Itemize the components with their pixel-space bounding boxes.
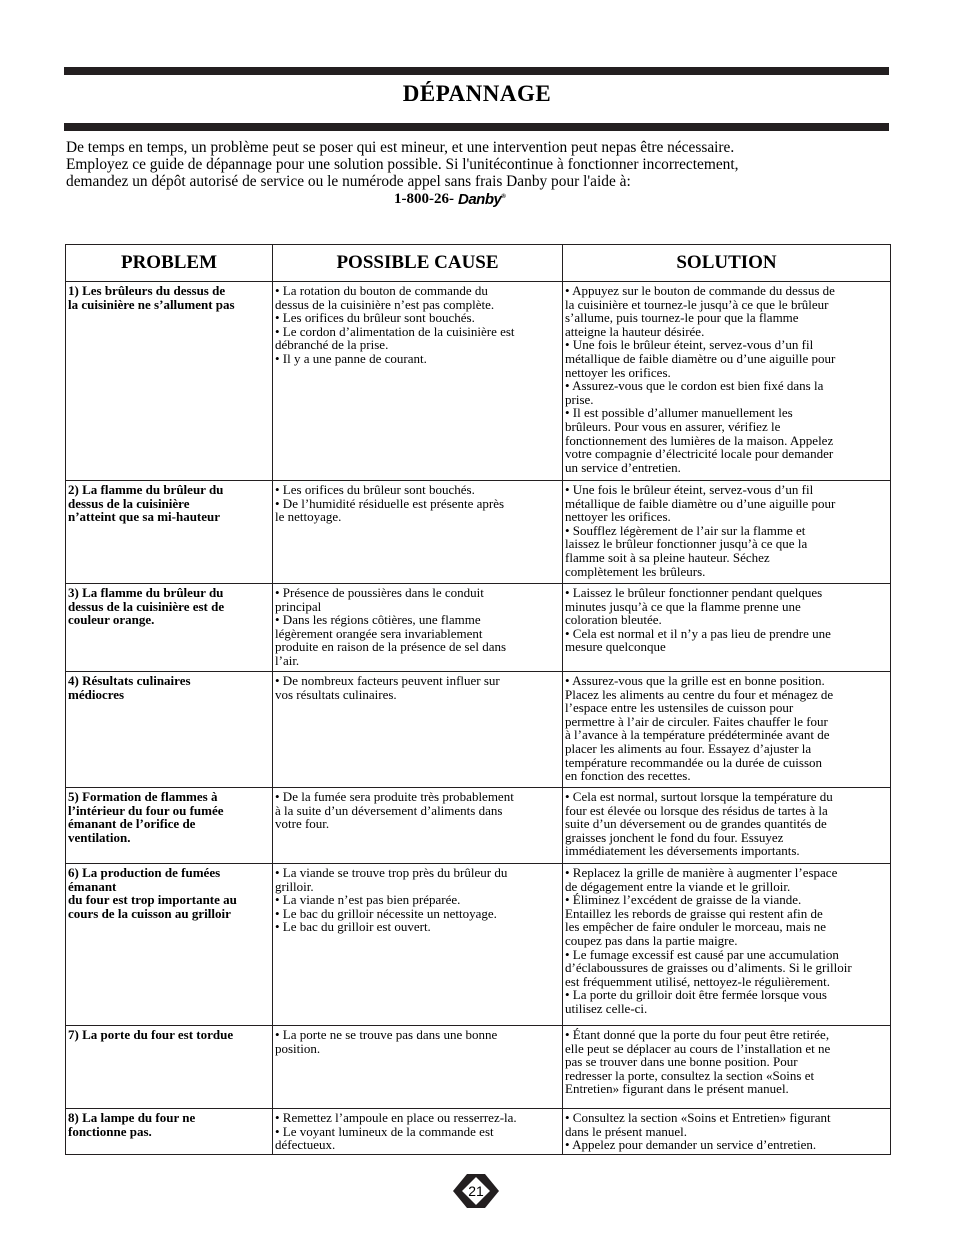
solution-cell-line: placer les aliments au four. Essayez d’ajuster la bbox=[565, 740, 812, 756]
solution-cell-line: s’allume, puis tournez-le pour que la flamme bbox=[565, 310, 799, 326]
solution-cell-line: votre compagnie d’électricité locale pour demander bbox=[565, 446, 834, 462]
solution-cell-line: elle peut se déplacer au cours de l’installation et ne bbox=[565, 1040, 831, 1056]
intro-line-2: Employez ce guide de dépannage pour une solution possible. Si l'unitécontinue à fonctionner incorrectement, bbox=[66, 156, 739, 173]
problem-cell bbox=[66, 1109, 273, 1155]
solution-cell-line: • Soufflez légèrement de l’air sur la flamme et bbox=[565, 522, 806, 538]
problem-cell bbox=[66, 282, 273, 481]
cause-cell-line: principal bbox=[275, 598, 322, 614]
solution-cell-line: à l’avance à la température prédéterminée avant de bbox=[565, 727, 830, 743]
problem-cell-line: couleur orange. bbox=[68, 612, 155, 628]
cause-cell-line: produite en raison de la présence de sel dans bbox=[275, 639, 507, 655]
solution-cell-line: laissez le brûleur fonctionner jusqu’à ce que la bbox=[565, 536, 808, 552]
top-rule bbox=[64, 67, 889, 75]
solution-cell-line: nettoyer les orifices. bbox=[565, 509, 671, 525]
cause-cell-line: • La viande n’est pas bien préparée. bbox=[275, 892, 461, 908]
problem-cell bbox=[66, 864, 273, 1026]
cause-cell-line: grilloir. bbox=[275, 878, 314, 894]
page-number: 21 bbox=[468, 1183, 484, 1199]
cause-cell-line: défectueux. bbox=[275, 1137, 336, 1153]
solution-cell-line: • Appuyez sur le bouton de commande du dessus de bbox=[565, 283, 835, 298]
cause-cell-line: l’air. bbox=[275, 652, 300, 668]
solution-cell-line: Entretien» figurant dans le présent manuel. bbox=[565, 1081, 789, 1097]
cause-cell-line: • Le cordon d’alimentation de la cuisinière est bbox=[275, 323, 515, 339]
solution-cell-line: température recommandée ou la durée de cuisson bbox=[565, 754, 822, 770]
cause-cell-line: • Le voyant lumineux de la commande est bbox=[275, 1123, 494, 1139]
header-problem: PROBLEM bbox=[66, 245, 273, 282]
solution-cell-line: graisses jonchent le fond du four. Essuyez bbox=[565, 829, 784, 845]
problem-cell-line: n’atteint que sa mi-hauteur bbox=[68, 509, 221, 525]
table-row bbox=[66, 481, 891, 584]
solution-cell bbox=[563, 788, 891, 864]
solution-cell bbox=[563, 1026, 891, 1109]
solution-cell-line: atteigne la hauteur désirée. bbox=[565, 323, 705, 339]
cause-cell-line: • Le bac du grilloir nécessite un nettoyage. bbox=[275, 905, 497, 921]
solution-cell-line: four est élevée ou lorsque des résidus de tartes à la bbox=[565, 802, 828, 818]
cause-cell-line: légèrement orangée sera invariablement bbox=[275, 625, 483, 641]
table-row bbox=[66, 282, 891, 481]
problem-cell-line: la cuisinière ne s’allument pas bbox=[68, 296, 235, 312]
problem-cell bbox=[66, 481, 273, 584]
solution-cell-line: suite d’un déversement ou de grandes quantités de bbox=[565, 816, 827, 832]
danby-logo-text: Danby bbox=[458, 191, 502, 208]
problem-cell-line: ventilation. bbox=[68, 829, 131, 845]
solution-cell-line: • Assurez-vous que la grille est en bonne position. bbox=[565, 673, 825, 688]
problem-cell-line: 8) La lampe du four ne bbox=[68, 1110, 196, 1125]
cause-cell-line: • La viande se trouve trop près du brûleur du bbox=[275, 865, 508, 880]
problem-cell-line: l’intérieur du four ou fumée bbox=[68, 802, 224, 818]
cause-cell-line: • Dans les régions côtières, une flamme bbox=[275, 612, 481, 628]
title-bottom-rule bbox=[64, 123, 889, 131]
intro-line-1: De temps en temps, un problème peut se poser qui est mineur, et une intervention peut nepas être nécessaire. bbox=[66, 139, 735, 156]
problem-cell-line: 1) Les brûleurs du dessus de bbox=[68, 283, 226, 298]
problem-cell-line: émanant de l’orifice de bbox=[68, 816, 196, 832]
cause-cell-line: • De l’humidité résiduelle est présente après bbox=[275, 495, 505, 511]
intro-line-3: demandez un dépôt autorisé de service ou le numérode appel sans frais Danby pour l'aide à: bbox=[66, 173, 631, 190]
cause-cell-line: • Il y a une panne de courant. bbox=[275, 350, 427, 366]
danby-logo: Danby® bbox=[458, 191, 506, 208]
solution-cell-line: métallique de faible diamètre ou d’une aiguille pour bbox=[565, 350, 836, 366]
problem-cell-line: 2) La flamme du brûleur du bbox=[68, 482, 224, 497]
problem-cell-line: cours de la cuisson au grilloir bbox=[68, 905, 231, 921]
cause-cell-line: • Les orifices du brûleur sont bouchés. bbox=[275, 310, 475, 326]
cause-cell-line: vos résultats culinaires. bbox=[275, 686, 397, 702]
table-header-row bbox=[66, 245, 891, 282]
problem-cell-line: médiocres bbox=[68, 686, 125, 702]
solution-cell-line: • Replacez la grille de manière à augmenter l’espace bbox=[565, 865, 838, 880]
solution-cell-line: • Éliminez l’excédent de graisse de la viande. bbox=[565, 892, 802, 908]
solution-cell-line: • Une fois le brûleur éteint, servez-vous d’un fil bbox=[565, 482, 814, 497]
cause-cell-line: • Remettez l’ampoule en place ou resserrez-la. bbox=[275, 1110, 517, 1125]
solution-cell bbox=[563, 1109, 891, 1155]
solution-cell-line: • Cela est normal et il n’y a pas lieu de prendre une bbox=[565, 625, 831, 641]
solution-cell-line: d’éclaboussures de graisses ou d’aliments. Si le grilloir bbox=[565, 960, 852, 976]
solution-cell-line: Entaillez les rebords de graisse qui restent afin de bbox=[565, 905, 823, 921]
solution-cell-line: brûleurs. Pour vous en assurer, vérifiez le bbox=[565, 418, 781, 434]
cause-cell-line: • La rotation du bouton de commande du bbox=[275, 283, 488, 298]
problem-cell bbox=[66, 672, 273, 788]
phone-prefix: 1-800-26- bbox=[394, 191, 454, 207]
solution-cell-line: • Consultez la section «Soins et Entretien» figurant bbox=[565, 1110, 831, 1125]
solution-cell-line: dans le présent manuel. bbox=[565, 1123, 688, 1139]
problem-cell bbox=[66, 788, 273, 864]
cause-cell-line: • Le bac du grilloir est ouvert. bbox=[275, 919, 431, 935]
cause-cell bbox=[273, 282, 563, 481]
solution-cell-line: nettoyer les orifices. bbox=[565, 364, 671, 380]
solution-cell-line: immédiatement les déversements importants. bbox=[565, 843, 800, 859]
cause-cell bbox=[273, 864, 563, 1026]
solution-cell bbox=[563, 672, 891, 788]
solution-cell-line: Placez les aliments au centre du four et ménagez de bbox=[565, 686, 834, 702]
solution-cell-line: utilisez celle-ci. bbox=[565, 1000, 648, 1016]
solution-cell-line: minutes jusqu’à ce que la flamme prenne une bbox=[565, 598, 801, 614]
cause-cell bbox=[273, 788, 563, 864]
cause-cell-line: • Présence de poussières dans le conduit bbox=[275, 585, 484, 600]
solution-cell-line: pas se trouver dans une bonne position. Pour bbox=[565, 1054, 798, 1070]
cause-cell-line: le nettoyage. bbox=[275, 509, 342, 525]
solution-cell-line: l’espace entre les ustensiles de cuisson pour bbox=[565, 700, 794, 716]
solution-cell-line: • Cela est normal, surtout lorsque la température du bbox=[565, 789, 833, 804]
problem-cell-line: 6) La production de fumées bbox=[68, 865, 221, 880]
phone-number bbox=[394, 191, 505, 208]
cause-cell-line: débranché de la prise. bbox=[275, 337, 389, 353]
cause-cell-line: dessus de la cuisinière n’est pas complète. bbox=[275, 296, 495, 312]
solution-cell-line: flamme soit à sa pleine hauteur. Séchez bbox=[565, 549, 770, 565]
cause-cell-line: votre four. bbox=[275, 816, 330, 832]
solution-cell-line: est fréquemment utilisé, nettoyez-le régulièrement. bbox=[565, 973, 830, 989]
problem-cell-line: fonctionne pas. bbox=[68, 1123, 152, 1139]
cause-cell-line: à la suite d’un déversement d’aliments dans bbox=[275, 802, 503, 818]
solution-cell-line: • Étant donné que la porte du four peut être retirée, bbox=[565, 1027, 830, 1042]
cause-cell bbox=[273, 672, 563, 788]
solution-cell-line: un service d’entretien. bbox=[565, 459, 681, 475]
solution-cell-line: prise. bbox=[565, 391, 594, 407]
header-solution: SOLUTION bbox=[563, 245, 891, 282]
solution-cell-line: fonctionnement des lumières de la maison. Appelez bbox=[565, 432, 834, 448]
solution-cell-line: complètement les brûleurs. bbox=[565, 563, 706, 579]
problem-cell-line: du four est trop importante au bbox=[68, 892, 237, 908]
cause-cell bbox=[273, 584, 563, 672]
solution-cell-line: permettre à l’air de circuler. Faites chauffer le four bbox=[565, 713, 828, 729]
table-row bbox=[66, 864, 891, 1026]
page-title: DÉPANNAGE bbox=[402, 81, 552, 106]
intro-paragraph bbox=[66, 139, 896, 190]
solution-cell bbox=[563, 481, 891, 584]
cause-cell-line: • De nombreux facteurs peuvent influer sur bbox=[275, 673, 500, 688]
cause-cell-line: position. bbox=[275, 1040, 321, 1056]
cause-cell-line: • Les orifices du brûleur sont bouchés. bbox=[275, 482, 475, 497]
table-row bbox=[66, 672, 891, 788]
problem-cell-line: 5) Formation de flammes à bbox=[68, 789, 218, 804]
solution-cell-line: • Appelez pour demander un service d’entretien. bbox=[565, 1137, 817, 1153]
solution-cell bbox=[563, 864, 891, 1026]
cause-cell bbox=[273, 1026, 563, 1109]
problem-cell-line: émanant bbox=[68, 878, 117, 894]
cause-cell bbox=[273, 1109, 563, 1155]
solution-cell-line: de dégagement entre la viande et le grilloir. bbox=[565, 878, 791, 894]
problem-cell-line: dessus de la cuisinière est de bbox=[68, 598, 225, 614]
solution-cell-line: coupez pas dans la partie maigre. bbox=[565, 932, 738, 948]
solution-cell-line: la cuisinière et tournez-le jusqu’à ce que le brûleur bbox=[565, 296, 829, 312]
solution-cell bbox=[563, 282, 891, 481]
solution-cell-line: • Assurez-vous que le cordon est bien fixé dans la bbox=[565, 378, 824, 394]
solution-cell-line: métallique de faible diamètre ou d’une aiguille pour bbox=[565, 495, 836, 511]
solution-cell-line: les empêcher de faire onduler le morceau, mais ne bbox=[565, 919, 826, 935]
problem-cell bbox=[66, 1026, 273, 1109]
cause-cell bbox=[273, 481, 563, 584]
problem-cell-line: 3) La flamme du brûleur du bbox=[68, 585, 224, 600]
page-number-badge bbox=[447, 1168, 505, 1214]
table-row bbox=[66, 584, 891, 672]
solution-cell-line: redresser la porte, consultez la section «Soins et bbox=[565, 1067, 815, 1083]
table-row bbox=[66, 1109, 891, 1155]
problem-cell-line: 4) Résultats culinaires bbox=[68, 673, 191, 688]
table-row bbox=[66, 1026, 891, 1109]
solution-cell-line: • Laissez le brûleur fonctionner pendant quelques bbox=[565, 585, 823, 600]
cause-cell-line: • La porte ne se trouve pas dans une bonne bbox=[275, 1027, 498, 1042]
problem-cell-line: dessus de la cuisinière bbox=[68, 495, 190, 511]
solution-cell-line: en fonction des recettes. bbox=[565, 768, 691, 784]
problem-cell bbox=[66, 584, 273, 672]
solution-cell-line: • Le fumage excessif est causé par une accumulation bbox=[565, 946, 839, 962]
cause-cell-line: • De la fumée sera produite très probablement bbox=[275, 789, 514, 804]
troubleshooting-table bbox=[65, 244, 891, 1155]
solution-cell-line: • Une fois le brûleur éteint, servez-vous d’un fil bbox=[565, 337, 814, 353]
solution-cell-line: • Il est possible d’allumer manuellement les bbox=[565, 405, 793, 421]
problem-cell-line: 7) La porte du four est tordue bbox=[68, 1027, 234, 1042]
solution-cell-line: mesure quelconque bbox=[565, 639, 666, 655]
header-possible-cause: POSSIBLE CAUSE bbox=[273, 245, 563, 282]
table-row bbox=[66, 788, 891, 864]
solution-cell bbox=[563, 584, 891, 672]
solution-cell-line: coloration bleutée. bbox=[565, 612, 662, 628]
solution-cell-line: • La porte du grilloir doit être fermée lorsque vous bbox=[565, 987, 827, 1003]
